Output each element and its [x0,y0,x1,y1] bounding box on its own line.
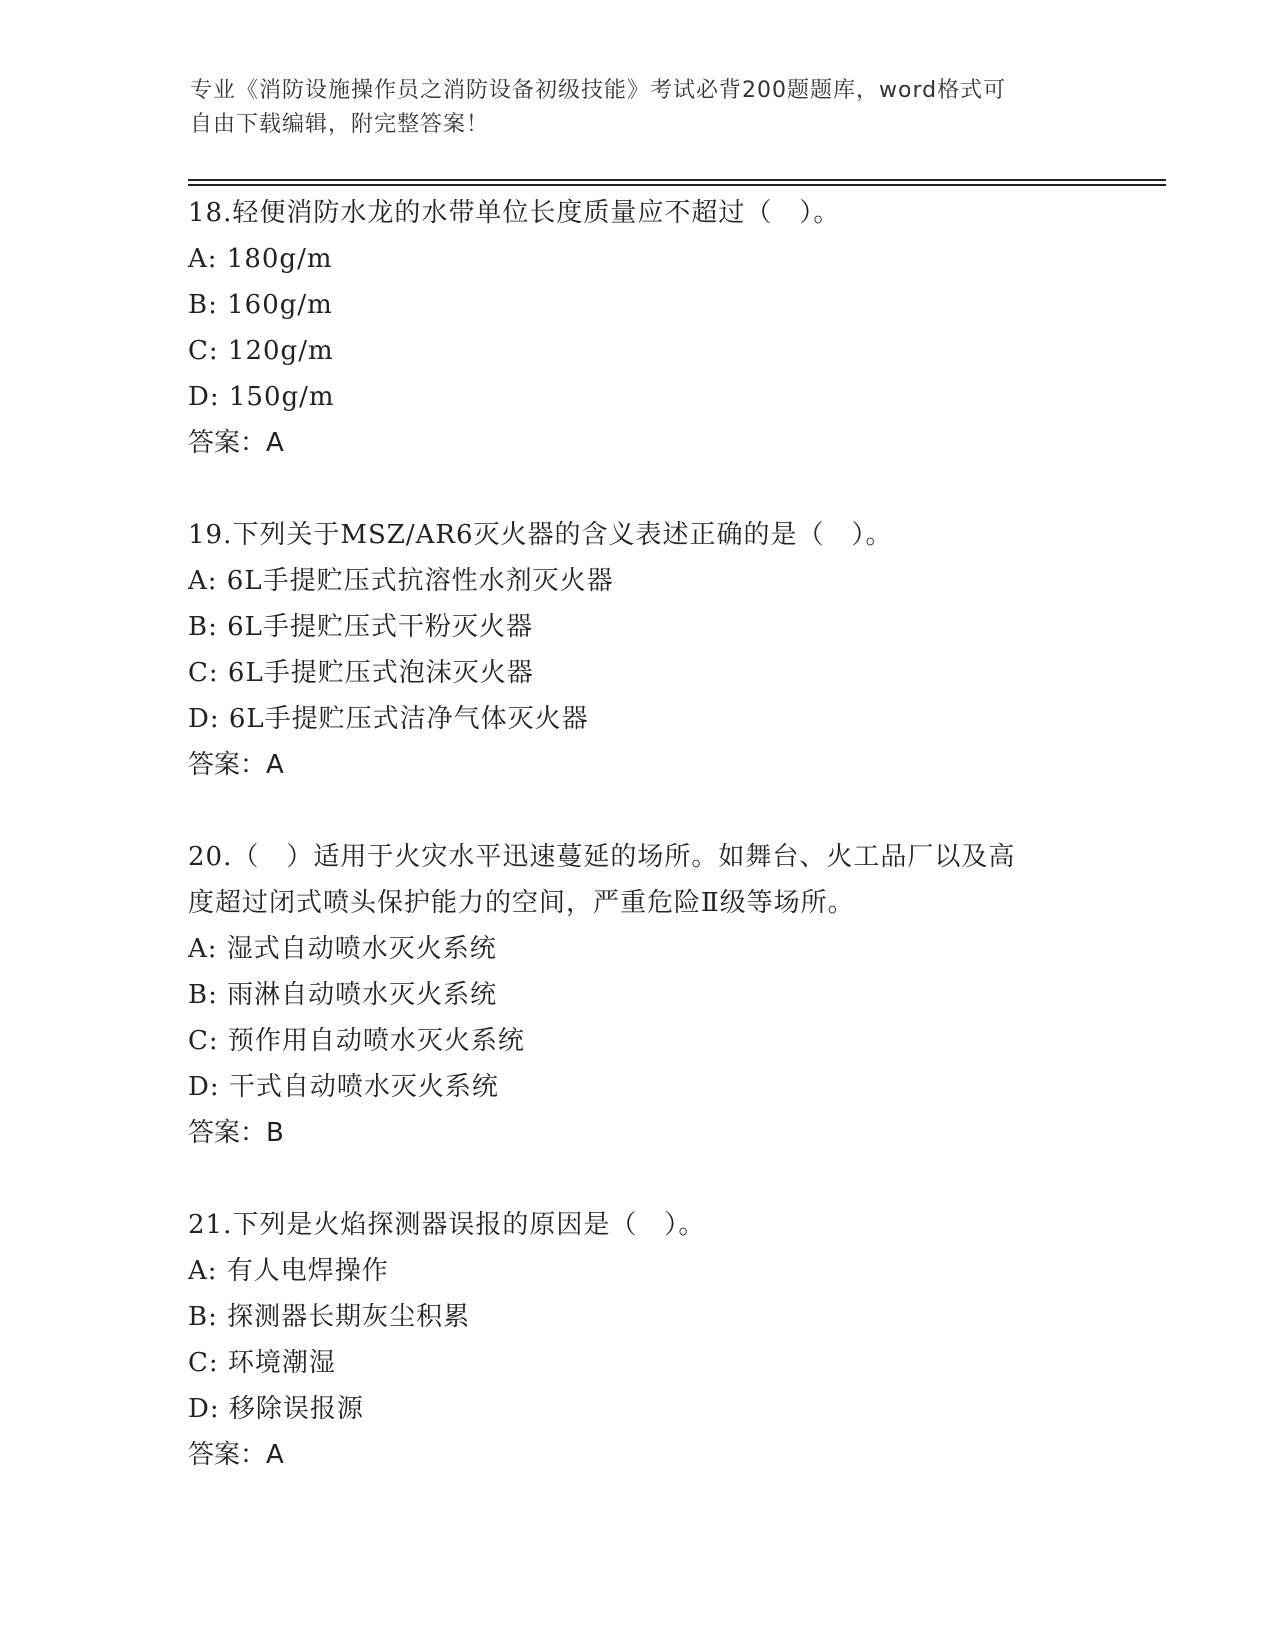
option-d: D: 移除误报源 [188,1394,364,1424]
option-d: D: 6L手提贮压式洁净气体灭火器 [188,704,589,734]
option-c: C: 120g/m [188,336,334,366]
option-a: A: 6L手提贮压式抗溶性水剂灭火器 [188,566,614,596]
option-b: B: 雨淋自动喷水灭火系统 [188,980,498,1010]
header-line-2: 自由下载编辑，附完整答案！ [190,112,490,137]
question-list [188,190,1088,1524]
answer-line: 答案：B [188,1118,284,1148]
option-c: C: 环境潮湿 [188,1348,336,1378]
option-c: C: 6L手提贮压式泡沫灭火器 [188,658,534,688]
answer-line: 答案：A [188,428,284,458]
question-stem-line: 18.轻便消防水龙的水带单位长度质量应不超过（ ）。 [188,198,841,228]
header-line-1: 专业《消防设施操作员之消防设备初级技能》考试必背200题题库，word格式可 [190,78,1007,103]
option-b: B: 探测器长期灰尘积累 [188,1302,471,1332]
option-d: D: 150g/m [188,382,335,412]
question-stem [188,1202,1088,1248]
option-b: B: 160g/m [188,290,333,320]
question-18 [188,190,1088,466]
header-divider-top [188,179,1166,181]
answer-line: 答案：A [188,750,284,780]
question-stem [188,834,1088,926]
option-d: D: 干式自动喷水灭火系统 [188,1072,499,1102]
question-19 [188,512,1088,788]
document-header [190,74,1090,142]
option-a: A: 湿式自动喷水灭火系统 [188,934,497,964]
question-stem [188,190,1088,236]
option-a: A: 有人电焊操作 [188,1256,389,1286]
question-21 [188,1202,1088,1478]
option-a: A: 180g/m [188,244,333,274]
header-divider-bottom [188,184,1166,186]
question-20 [188,834,1088,1156]
question-stem-line: 度超过闭式喷头保护能力的空间，严重危险Ⅱ级等场所。 [188,888,855,918]
question-stem-line: 19.下列关于MSZ/AR6灭火器的含义表述正确的是（ ）。 [188,520,893,550]
answer-line: 答案：A [188,1440,284,1470]
option-b: B: 6L手提贮压式干粉灭火器 [188,612,533,642]
question-stem-line: 21.下列是火焰探测器误报的原因是（ ）。 [188,1210,706,1240]
question-stem-line: 20.（ ）适用于火灾水平迅速蔓延的场所。如舞台、火工品厂以及高 [188,842,1016,872]
question-stem [188,512,1088,558]
option-c: C: 预作用自动喷水灭火系统 [188,1026,525,1056]
